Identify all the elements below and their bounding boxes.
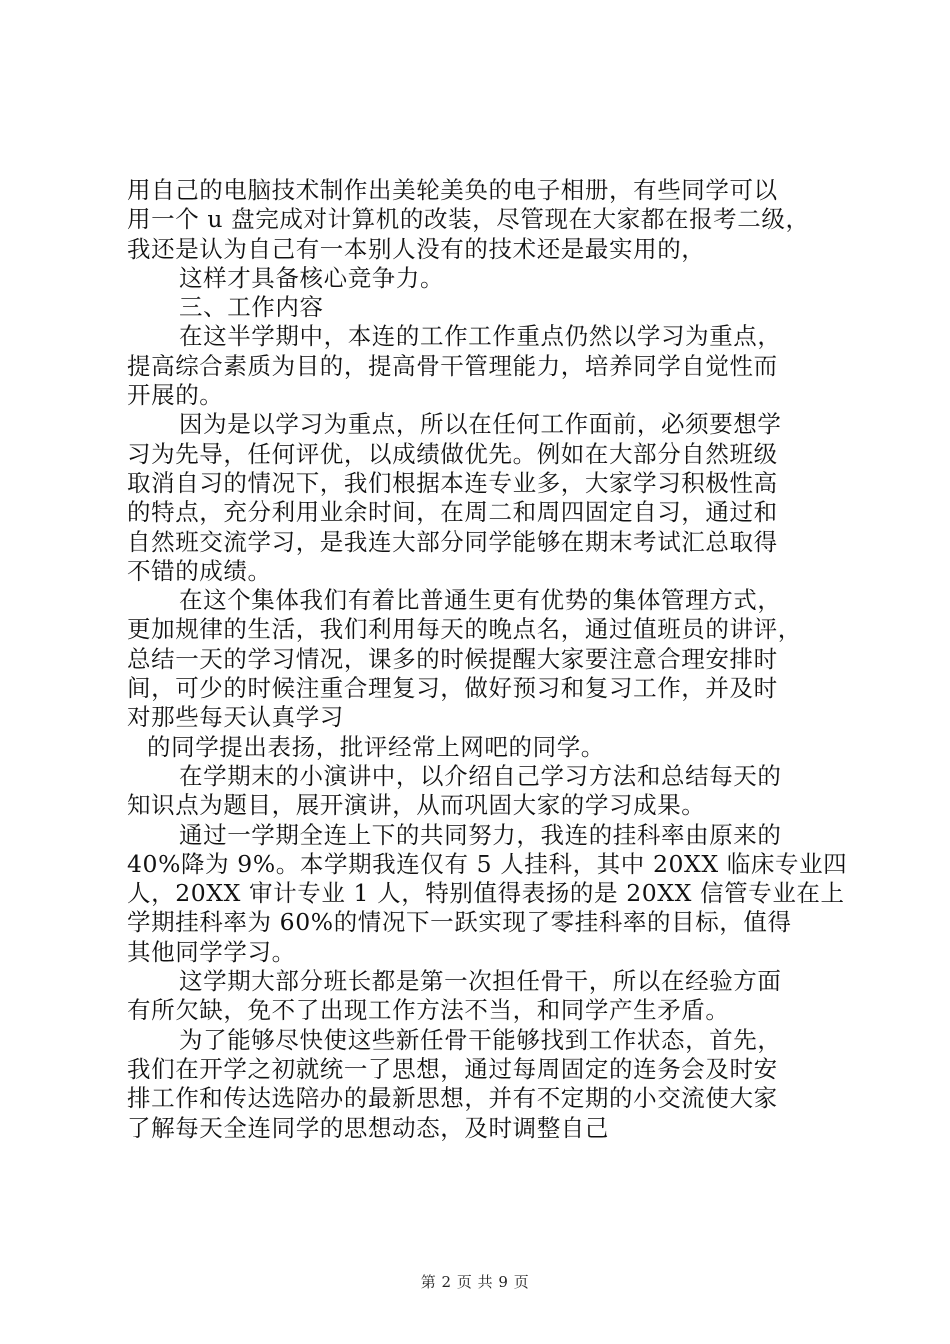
text-line: 这样才具备核心竞争力。	[179, 263, 445, 292]
text-line: 三、工作内容	[179, 293, 324, 322]
text-line: 为了能够尽快使这些新任骨干能够找到工作状态，首先，	[179, 1025, 782, 1054]
document-body	[127, 176, 848, 1143]
text-line: 40%降为 9%。本学期我连仅有 5 人挂科，其中 20XX 临床专业四	[127, 849, 848, 878]
text-line: 间，可少的时候注重合理复习，做好预习和复习工作，并及时	[127, 674, 778, 703]
text-line: 人，20XX 审计专业 1 人，特别值得表扬的是 20XX 信管专业在上	[127, 879, 845, 908]
text-line: 开展的。	[127, 381, 224, 410]
text-line: 的同学提出表扬，批评经常上网吧的同学。	[147, 732, 605, 761]
text-line: 更加规律的生活，我们利用每天的晚点名，通过值班员的讲评，	[127, 615, 802, 644]
text-line: 在这半学期中，本连的工作工作重点仍然以学习为重点，	[179, 322, 782, 351]
text-line: 自然班交流学习，是我连大部分同学能够在期末考试汇总取得	[127, 527, 778, 556]
text-line: 有所欠缺，免不了出现工作方法不当，和同学产生矛盾。	[127, 996, 730, 1025]
text-line: 在这个集体我们有着比普通生更有优势的集体管理方式，	[179, 586, 782, 615]
text-line: 我还是认为自己有一本别人没有的技术还是最实用的，	[127, 234, 706, 263]
text-line: 这学期大部分班长都是第一次担任骨干，所以在经验方面	[179, 967, 782, 996]
text-line: 了解每天全连同学的思想动态，及时调整自己	[127, 1113, 609, 1142]
text-line: 的特点，充分利用业余时间，在周二和周四固定自习，通过和	[127, 498, 778, 527]
text-line: 因为是以学习为重点，所以在任何工作面前，必须要想学	[179, 410, 782, 439]
text-line: 排工作和传达选陪办的最新思想，并有不定期的小交流使大家	[127, 1084, 778, 1113]
text-line: 在学期末的小演讲中，以介绍自己学习方法和总结每天的	[179, 761, 782, 790]
text-line: 不错的成绩。	[127, 556, 272, 585]
text-line: 提高综合素质为目的，提高骨干管理能力，培养同学自觉性而	[127, 351, 778, 380]
text-line: 其他同学学习。	[127, 937, 296, 966]
text-line: 用自己的电脑技术制作出美轮美奂的电子相册，有些同学可以	[127, 176, 778, 204]
text-line: 我们在开学之初就统一了思想，通过每周固定的连务会及时安	[127, 1054, 778, 1083]
text-line: 总结一天的学习情况，课多的时候提醒大家要注意合理安排时	[127, 644, 778, 673]
text-line: 学期挂科率为 60%的情况下一跃实现了零挂科率的目标，值得	[127, 908, 792, 937]
text-line: 知识点为题目，展开演讲，从而巩固大家的学习成果。	[127, 791, 706, 820]
text-line: 通过一学期全连上下的共同努力，我连的挂科率由原来的	[179, 820, 782, 849]
text-line: 习为先导，任何评优，以成绩做优先。例如在大部分自然班级	[127, 439, 778, 468]
text-line: 对那些每天认真学习	[127, 703, 344, 732]
text-line: 用一个 u 盘完成对计算机的改装，尽管现在大家都在报考二级，	[127, 205, 810, 234]
text-line: 取消自习的情况下，我们根据本连专业多，大家学习积极性高	[127, 468, 778, 497]
page-footer: 第 2 页 共 9 页	[420, 1273, 530, 1291]
